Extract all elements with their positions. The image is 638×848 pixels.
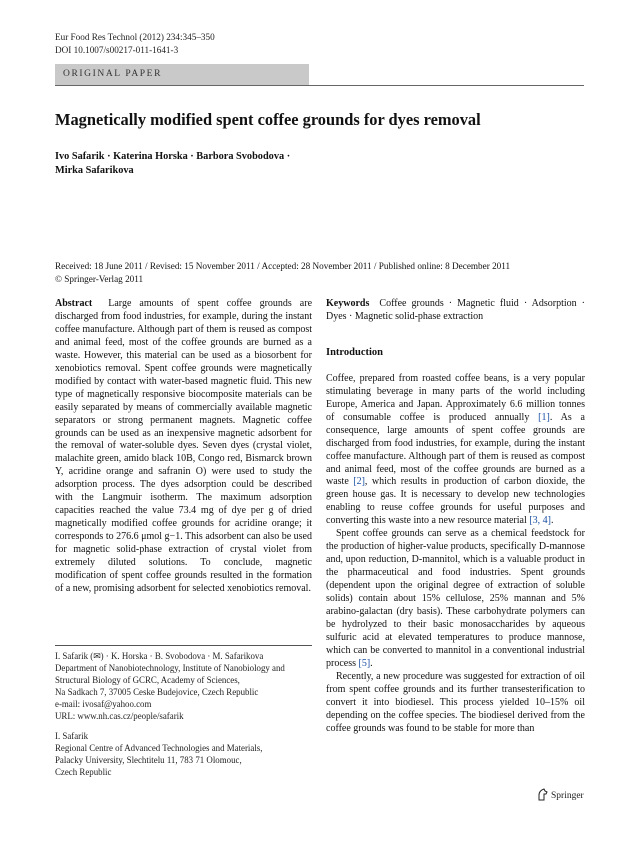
abstract-text: Large amounts of spent coffee grounds are discharged from food industries, for example, during the instant coffee manufacture. Although part of them is reused as compost and animal feed, most of the coffee grounds are burned as a waste. However, this material can be used as a biosorbent for xenobiotics removal. Spent coffee grounds were magnetically modified by contact with water-based magnetic fluid. This new type of magnetically responsive biocomposite materials can be easily separated by means of commercially available magnetic separators or strong permanent magnets. Magnetic coffee grounds can be used as an inexpensive magnetic adsorbent for the removal of water-soluble dyes. Seven dyes (crystal violet, malachite green, amido black 10B, Congo red, Bismarck brown Y, acridine orange and safranin O) were used to study the adsorption process. The dyes adsorption could be described with the Langmuir isotherm. The maximum adsorption capacities reached the value 73.4 mg of dye per g of dried magnetically modified coffee grounds for acridine orange; it corresponds to 276.6 μmol g−1. This adsorbent can also be used for magnetic solid-phase extraction of crystal violet from extremely diluted solutions. To conclude, magnetic modification of spent coffee grounds resulted in the formation of a new, promising adsorbent for selected xenobiotics removal. (55, 298, 313, 594)
affil2-line: Regional Centre of Advanced Technologies and Materials, (55, 743, 263, 753)
affil2-line: Palacky University, Slechtitelu 11, 783 71 Olomouc, (55, 755, 242, 765)
springer-horse-icon (536, 788, 548, 801)
keywords-label: Keywords (326, 298, 370, 309)
citation-link[interactable]: [5] (358, 657, 371, 669)
affil1-line: Structural Biology of GCRC, Academy of Sciences, (55, 675, 240, 685)
footnote-rule (55, 645, 312, 646)
abstract-label: Abstract (55, 298, 93, 309)
journal-header (55, 31, 215, 56)
copyright: © Springer-Verlag 2011 (55, 273, 144, 284)
citation-link[interactable]: [2] (353, 476, 365, 488)
keywords-paragraph (326, 298, 585, 324)
affil2-line: I. Safarik (55, 731, 89, 741)
section-heading-introduction: Introduction (326, 346, 383, 358)
intro-paragraph-3: Recently, a new procedure was suggested for extraction of oil from spent coffee grounds and its further transesterification to convert it into biodiesel. This process yielded 10–15% oil depending on the coffee species. The biodiesel derived from the coffee grounds was found to be stable for more than (326, 670, 585, 734)
intro-paragraph-1: Coffee, prepared from roasted coffee beans, is a very popular stimulating beverage in many parts of the world including Europe, America and Japan. Approximately 6.6 million tonnes of consumable coffee is produced annually [1]. As a consequence, large amounts of spent coffee grounds are discharged from food industries, for example, during the instant coffee manufacture. Although part of them is reused as compost and animal feed, most of the coffee grounds are burned as a waste [2], which results in production of carbon dioxide, the green house gas. It is necessary to develop new technologies enabling to reuse coffee grounds for useful purposes and converting this waste into a new resource material [3, 4]. (326, 372, 585, 527)
url-link[interactable]: URL: www.nh.cas.cz/people/safarik (55, 711, 184, 721)
email-link[interactable]: e-mail: ivosaf@yahoo.com (55, 699, 152, 709)
authors-line-2: Mirka Safarikova (55, 165, 134, 176)
authors-line-1: Ivo Safarik · Katerina Horska · Barbora Svobodova · (55, 151, 291, 162)
affil1-line: Department of Nanobiotechnology, Institute of Nanobiology and (55, 663, 285, 673)
doi: DOI 10.1007/s00217-011-1641-3 (55, 44, 179, 55)
affil2-line: Czech Republic (55, 767, 112, 777)
publisher-name: Springer (551, 791, 584, 801)
article-title: Magnetically modified spent coffee grounds for dyes removal (55, 110, 481, 129)
affiliations (55, 650, 312, 786)
author-list (55, 150, 375, 178)
journal-citation: Eur Food Res Technol (2012) 234:345–350 (55, 32, 215, 42)
right-column (326, 298, 585, 736)
intro-paragraph-2: Spent coffee grounds can serve as a chemical feedstock for the production of higher-value products, specifically D-mannose and, upon reduction, D-mannitol, which is a valuable product in the pharmaceutical and food industries. Spent grounds (dependent upon the original degree of extraction of soluble solids) contain about 15% cellulose, 25% mannan and 5% arabino-galactan (dry basis). These carbohydrate polymers can be hydrolyzed to their basic monosaccharides by aqueous sulfuric acid at elevated temperatures to produce mannose, which can be converted to mannitol in a conventional industrial process [5]. (326, 528, 585, 669)
affil1-line: I. Safarik (✉) · K. Horska · B. Svobodova · M. Safarikova (55, 651, 264, 661)
affil1-line: Na Sadkach 7, 37005 Ceske Budejovice, Czech Republic (55, 687, 259, 697)
history-dates (55, 260, 595, 285)
citation-link[interactable]: [3, 4] (529, 515, 551, 527)
dates-line: Received: 18 June 2011 / Revised: 15 November 2011 / Accepted: 28 November 2011 / Published online: 8 December 2011 (55, 261, 511, 271)
article-type: ORIGINAL PAPER (63, 69, 163, 79)
header-rule (55, 85, 584, 86)
citation-link[interactable]: [1] (538, 411, 550, 423)
abstract-paragraph (55, 298, 312, 596)
abstract-section (55, 298, 312, 596)
keywords-text: Coffee grounds · Magnetic fluid · Adsorption · Dyes · Magnetic solid-phase extraction (326, 298, 586, 322)
affiliation-1 (55, 650, 312, 722)
publisher-footer (536, 788, 584, 801)
affiliation-2 (55, 730, 312, 778)
